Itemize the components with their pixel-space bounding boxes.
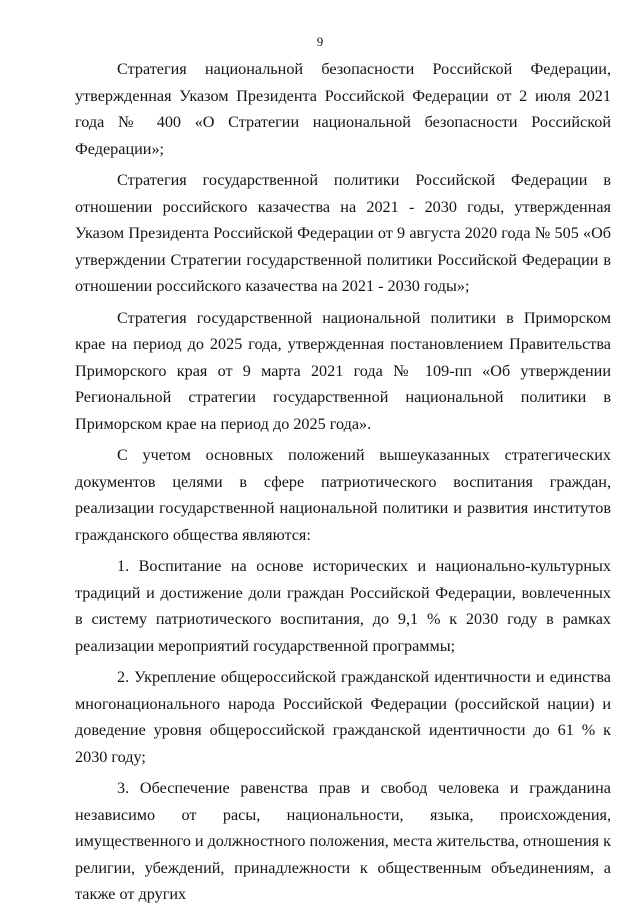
paragraph-goal-1: 1. Воспитание на основе исторических и национально-культурных традиций и достижение доли граждан Российской Федерации, вовлеченных в систему патриотического воспитания, до 9,1 % к 2030 году в рамках реализации мероприятий государственной программы;: [75, 557, 611, 655]
paragraph-strategy-national-security: Стратегия национальной безопасности Российской Федерации, утвержденная Указом Президента Российской Федерации от 2 июля 2021 года № 400 «О Стратегии национальной безопасности Российской Федерации»;: [75, 60, 611, 158]
paragraph-strategy-primorsky: Стратегия государственной национальной политики в Приморском крае на период до 2025 года, утвержденная постановлением Правительства Приморского края от 9 марта 2021 года № 109-пп «Об утверждении Региональной стратегии государственной национальной политики в Приморском крае на период до 2025 года».: [75, 308, 611, 433]
paragraph-strategy-cossacks: Стратегия государственной политики Российской Федерации в отношении российского казачества на 2021 - 2030 годы, утвержденная Указом Президента Российской Федерации от 9 августа 2020 года № 505 «Об утверждении Стратегии государственной политики Российской Федерации в отношении российского казачества на 2021 - 2030 годы»;: [75, 171, 611, 295]
paragraph-goals-intro: С учетом основных положений вышеуказанных стратегических документов целями в сфере патриотического воспитания граждан, реализации государственной национальной политики и развития институтов гражданского общества являются:: [75, 446, 611, 544]
paragraph-goal-3: 3. Обеспечение равенства прав и свобод человека и гражданина независимо от расы, национальности, языка, происхождения, имущественного и должностного положения, места жительства, отношения к религии, убеждений, принадлежности к общественным объединениям, а также от других: [75, 779, 611, 903]
page-number: 9: [316, 34, 324, 49]
document-body: [75, 56, 611, 913]
paragraph-goal-2: 2. Укрепление общероссийской гражданской идентичности и единства многонационального народа Российской Федерации (российской нации) и доведение уровня общероссийской гражданской идентичности до 61 % к 2030 году;: [75, 668, 611, 766]
